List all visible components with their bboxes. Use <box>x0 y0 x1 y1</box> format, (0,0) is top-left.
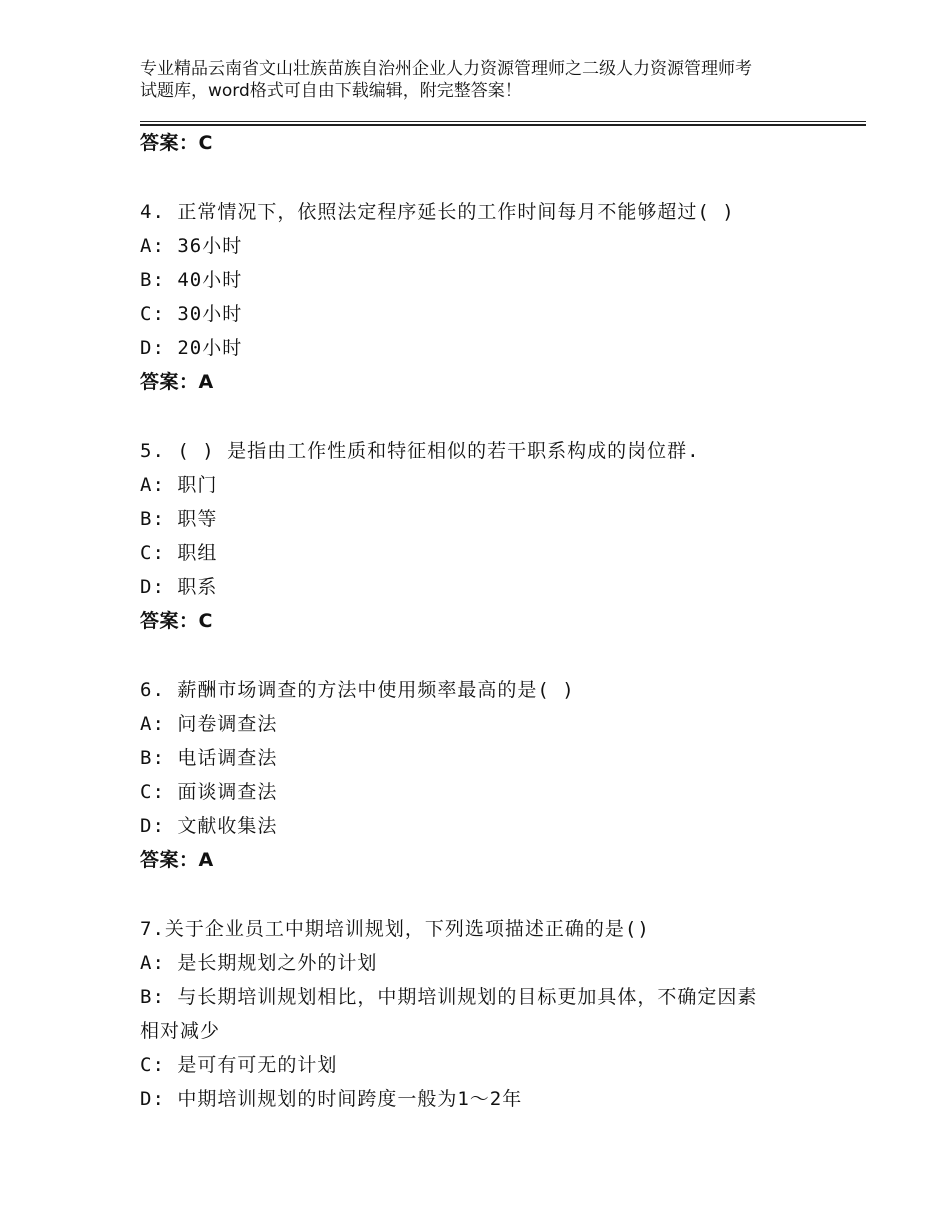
q6-stem: 6. 薪酬市场调查的方法中使用频率最高的是( ) <box>140 679 575 701</box>
q4-option-a: A: 36小时 <box>140 235 243 257</box>
header-line-1: 专业精品云南省文山壮族苗族自治州企业人力资源管理师之二级人力资源管理师考 <box>140 59 752 79</box>
q6-option-d: D: 文献收集法 <box>140 815 278 837</box>
q4-option-b: B: 40小时 <box>140 269 243 291</box>
q4-option-d: D: 20小时 <box>140 337 243 359</box>
q5-option-c: C: 职组 <box>140 542 218 564</box>
q7-option-a: A: 是长期规划之外的计划 <box>140 952 378 974</box>
q6-option-b: B: 电话调查法 <box>140 747 278 769</box>
q5-answer: 答案：C <box>140 610 213 632</box>
q5-stem: 5. ( ) 是指由工作性质和特征相似的若干职系构成的岗位群. <box>140 440 700 462</box>
q7-option-c: C: 是可有可无的计划 <box>140 1054 338 1076</box>
q6-answer: 答案：A <box>140 849 214 871</box>
q4-option-c: C: 30小时 <box>140 303 243 325</box>
q7-option-b-line2: 相对减少 <box>140 1020 221 1042</box>
header-rule-thick <box>140 124 866 126</box>
q5-option-d: D: 职系 <box>140 576 218 598</box>
prev-answer: 答案：C <box>140 132 213 154</box>
q5-option-b: B: 职等 <box>140 508 218 530</box>
q6-option-a: A: 问卷调查法 <box>140 713 278 735</box>
q4-stem: 4. 正常情况下，依照法定程序延长的工作时间每月不能够超过( ) <box>140 201 735 223</box>
q6-option-c: C: 面谈调查法 <box>140 781 278 803</box>
header-rule-thin <box>140 121 866 122</box>
q7-option-d: D: 中期培训规划的时间跨度一般为1～2年 <box>140 1088 523 1110</box>
q7-stem: 7.关于企业员工中期培训规划，下列选项描述正确的是() <box>140 918 650 940</box>
q5-option-a: A: 职门 <box>140 474 218 496</box>
header-line-2: 试题库，word格式可自由下载编辑，附完整答案！ <box>140 81 522 101</box>
q4-answer: 答案：A <box>140 371 214 393</box>
q7-option-b-line1: B: 与长期培训规划相比，中期培训规划的目标更加具体，不确定因素 <box>140 986 758 1008</box>
document-header <box>140 58 830 102</box>
